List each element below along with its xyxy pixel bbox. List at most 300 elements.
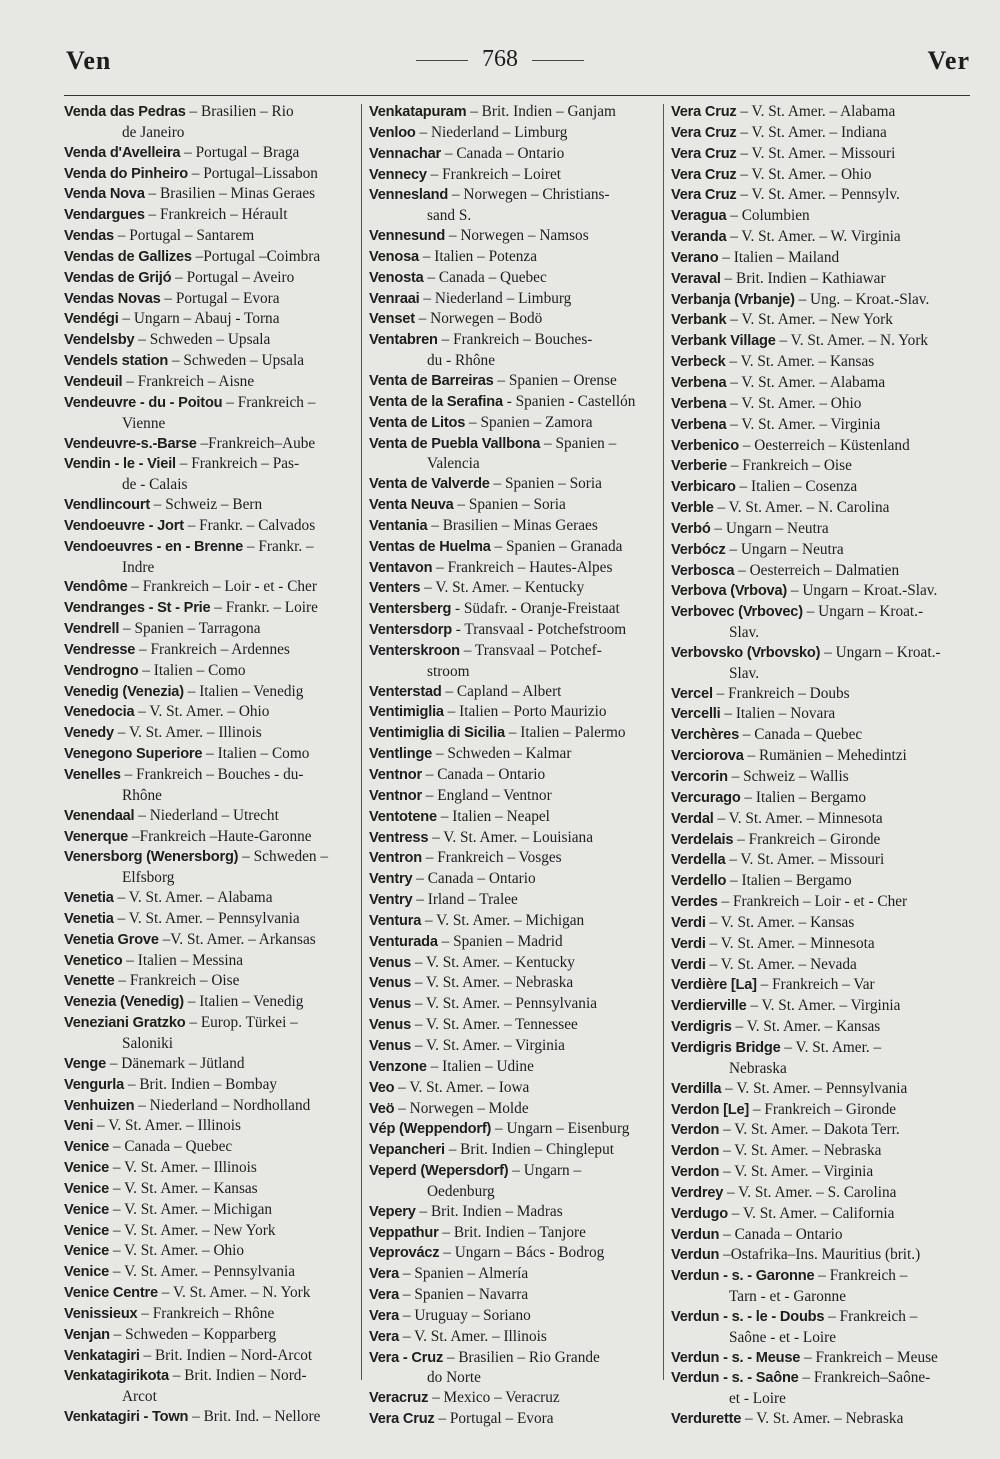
- entry: [369, 744, 661, 765]
- entry-headword: Verdun - s. - Garonne: [671, 1268, 815, 1285]
- entry-continuation: Rhône: [122, 786, 162, 804]
- entry-headword: Verble: [671, 500, 714, 517]
- entry-headword: Venta de Barreiras: [369, 372, 494, 389]
- entry-location: – Italien – Venedig: [183, 682, 304, 700]
- entry-headword: Venta de Valverde: [369, 476, 490, 493]
- entry-location: – Frankreich – Loir - et - Cher: [717, 893, 908, 911]
- entry: [671, 540, 963, 561]
- entry-location: – Brit. Indien – Kathiawar: [720, 269, 886, 287]
- column-divider-2: [663, 104, 664, 1380]
- entry-headword: Ventry: [369, 871, 413, 888]
- entry-location: – Brasilien – Minas Geraes: [427, 516, 598, 534]
- entry-location: – V. St. Amer. – Alabama: [113, 889, 273, 907]
- entry-headword: Vera: [369, 1287, 400, 1304]
- entry-location: – Italien – Neapel: [436, 807, 550, 825]
- entry-location: – Ungarn –: [508, 1162, 582, 1180]
- entry: [369, 1348, 661, 1389]
- entry: [369, 702, 661, 723]
- entry-headword: Ventersdorp: [369, 622, 452, 639]
- entry-headword: Vera Cruz: [671, 104, 737, 120]
- entry-location: – Frankreich–Saône-: [798, 1369, 931, 1387]
- column-3: [671, 102, 963, 1430]
- entry: [671, 394, 963, 415]
- entry-location: – Niederland – Nordholland: [134, 1096, 311, 1114]
- entry-location: – Brit. Indien – Nord-Arcot: [139, 1346, 313, 1364]
- entry: [64, 268, 356, 289]
- entry-headword: Venice: [64, 1264, 110, 1281]
- entry-headword: Verdi: [671, 914, 706, 931]
- entry-headword: Verdello: [671, 873, 727, 890]
- entry-location: – Canada – Ontario: [719, 1225, 843, 1243]
- entry: [64, 1054, 356, 1075]
- entry-headword: Venhuizen: [64, 1097, 135, 1114]
- entry-location: – Norwegen – Molde: [394, 1099, 529, 1117]
- entry-location: – V. St. Amer. – N. Carolina: [713, 499, 890, 517]
- entry: [369, 932, 661, 953]
- entry-location: – V. St. Amer. – Virginia: [411, 1036, 565, 1054]
- header-rule: [64, 95, 970, 96]
- entry-location: – Mexico – Veracruz: [428, 1389, 560, 1407]
- entry: [671, 561, 963, 582]
- entry: [671, 1120, 963, 1141]
- entry-headword: Verdun - s. - Saône: [671, 1370, 799, 1387]
- entry-headword: Venetia: [64, 910, 114, 927]
- entry-location: – Transvaal – Potchef-: [459, 641, 602, 659]
- entry-location: – V. St. Amer. – Virginia: [726, 415, 881, 433]
- entry: [671, 581, 963, 602]
- entry: [369, 1285, 661, 1306]
- entry-location: – V. St. Amer. – Kansas: [725, 353, 875, 371]
- entry: [671, 1162, 963, 1183]
- entry-headword: Venetia Grove: [64, 931, 159, 948]
- entry: [671, 1307, 963, 1348]
- entry-location: –Frankreich–Aube: [196, 434, 316, 452]
- entry-location: – Spanien –: [540, 434, 617, 452]
- entry: [369, 1119, 661, 1140]
- entry: [671, 746, 963, 767]
- entry: [64, 1346, 356, 1367]
- entry: [671, 290, 963, 311]
- entry-headword: Verbó: [671, 520, 711, 537]
- entry-headword: Verbovsko (Vrbovsko): [671, 644, 821, 661]
- entry-location: – V. St. Amer. – W. Virginia: [726, 228, 901, 246]
- entry-headword: Venda das Pedras: [64, 104, 186, 120]
- entry: [369, 828, 661, 849]
- entry: [64, 744, 356, 765]
- entry-headword: Verdelais: [671, 831, 734, 848]
- entry: [369, 641, 661, 682]
- entry-headword: Venterskroon: [369, 642, 460, 659]
- entry-location: –Frankreich –Haute-Garonne: [128, 827, 312, 845]
- entry: [64, 1200, 356, 1221]
- entry-headword: Vera: [369, 1307, 400, 1324]
- entry-location: – V. St. Amer. – Kansas: [705, 913, 855, 931]
- entry-headword: Venersborg (Wenersborg): [64, 849, 239, 866]
- entry-headword: Vendas Novas: [64, 290, 161, 307]
- entry-location: – Oesterreich – Dalmatien: [734, 561, 900, 579]
- entry-location: – V. St. Amer. – Nevada: [705, 955, 857, 973]
- entry: [369, 1078, 661, 1099]
- entry-headword: Verbank Village: [671, 333, 776, 350]
- entry-location: – Frankreich – Oise: [727, 457, 852, 475]
- entry-location: – V. St. Amer. – S. Carolina: [723, 1183, 897, 1201]
- entry: [671, 1266, 963, 1307]
- header-rule-right: [532, 60, 584, 61]
- entry-headword: Vendoeuvres - en - Brenne: [64, 538, 244, 555]
- entry-headword: Vercorin: [671, 769, 728, 785]
- entry-headword: Verbenico: [671, 437, 739, 454]
- entry-headword: Verbova (Vrbova): [671, 583, 788, 600]
- entry-headword: Venkatagirikota: [64, 1368, 169, 1385]
- entry: [64, 434, 356, 455]
- entry: [64, 393, 356, 434]
- entry-location: – Uruguay – Soriano: [399, 1306, 531, 1324]
- entry: [671, 1100, 963, 1121]
- entry-location: – Columbien: [726, 207, 810, 225]
- entry-location: - Spanien - Castellón: [502, 392, 636, 410]
- entry-location: – Frankreich – Meuse: [800, 1348, 938, 1366]
- entry: [369, 620, 661, 641]
- entry-location: – Ungarn – Kroat.-: [820, 643, 941, 661]
- entry-headword: Vendranges - St - Prie: [64, 600, 211, 617]
- entry-location: – Frankr. – Calvados: [183, 516, 316, 534]
- entry-location: – Portugal – Evora: [160, 289, 280, 307]
- entry-headword: Vendels station: [64, 353, 169, 370]
- entry-location: – Europ. Türkei –: [185, 1014, 298, 1032]
- entry: [64, 1283, 356, 1304]
- entry: [64, 1158, 356, 1179]
- entry-headword: Vepancheri: [369, 1142, 445, 1159]
- entry-headword: Ventavon: [369, 559, 433, 576]
- entry-location: – Canada – Ontario: [412, 870, 536, 888]
- entry: [671, 498, 963, 519]
- entry-headword: Ventas de Huelma: [369, 538, 491, 555]
- entry-location: – Spanien – Tarragona: [119, 620, 261, 638]
- entry: [671, 310, 963, 331]
- entry: [369, 973, 661, 994]
- entry-location: – Frankreich –: [222, 393, 316, 411]
- entry-headword: Venta de Puebla Vallbona: [369, 435, 541, 452]
- entry-location: – V. St. Amer. – Kansas: [109, 1179, 258, 1197]
- entry-location: – Irland – Tralee: [412, 891, 518, 909]
- entry-location: – England – Ventnor: [421, 786, 552, 804]
- entry-headword: Veprovácz: [369, 1245, 440, 1262]
- entry-headword: Veppathur: [369, 1224, 439, 1241]
- entry-location: – Spanien – Soria: [453, 496, 566, 514]
- entry-location: –Portugal –Coimbra: [191, 247, 321, 265]
- entry: [671, 1038, 963, 1079]
- entry-location: – Frankreich – Rhône: [137, 1304, 275, 1322]
- entry-headword: Vendôme: [64, 579, 128, 596]
- entry-headword: Vendresse: [64, 641, 136, 658]
- entry-location: – Ungarn – Abauj - Torna: [118, 310, 280, 328]
- entry: [369, 911, 661, 932]
- entry-headword: Venge: [64, 1055, 106, 1072]
- entry-headword: Verdon: [671, 1143, 720, 1160]
- entry-location: – Frankreich –: [824, 1307, 918, 1325]
- entry-headword: Venelles: [64, 767, 121, 783]
- entry-location: – Frankreich – Vosges: [421, 849, 562, 867]
- entry: [369, 765, 661, 786]
- entry: [671, 1079, 963, 1100]
- entry-headword: Verdilla: [671, 1080, 722, 1097]
- entry-location: - Südafr. - Oranje-Freistaat: [451, 600, 620, 618]
- entry: [64, 309, 356, 330]
- entry-location: – Ungarn – Kroat.-Slav.: [787, 582, 938, 600]
- entry: [64, 971, 356, 992]
- entry-headword: Veranda: [671, 229, 727, 246]
- entry: [64, 765, 356, 806]
- entry: [369, 1327, 661, 1348]
- entry-location: – Italien – Novara: [720, 705, 836, 723]
- entry-location: - Transvaal - Potchefstroom: [451, 621, 627, 639]
- column-1: [64, 102, 356, 1428]
- entry-headword: Venus: [369, 1037, 411, 1054]
- entry: [64, 143, 356, 164]
- entry-continuation: Indre: [122, 558, 155, 576]
- entry: [64, 930, 356, 951]
- entry-continuation: du - Rhône: [427, 352, 495, 370]
- entry: [369, 1388, 661, 1409]
- entry: [64, 372, 356, 393]
- entry: [671, 352, 963, 373]
- entry: [64, 226, 356, 247]
- entry: [369, 1202, 661, 1223]
- entry-location: – V. St. Amer. – Kentucky: [411, 953, 575, 971]
- entry-headword: Venus: [369, 975, 411, 992]
- entry-headword: Vendas de Grijó: [64, 269, 172, 286]
- entry-location: – Schweden –: [238, 848, 328, 866]
- entry: [369, 371, 661, 392]
- entry-headword: Ventura: [369, 912, 422, 929]
- entry-headword: Verdun - s. - Meuse: [671, 1349, 801, 1366]
- entry: [64, 598, 356, 619]
- entry-headword: Veracruz: [369, 1390, 429, 1407]
- entry-location: – V. St. Amer. – Pennsylv.: [736, 186, 900, 204]
- entry: [671, 477, 963, 498]
- entry: [64, 682, 356, 703]
- entry-location: – Ungarn – Eisenburg: [491, 1120, 630, 1138]
- entry: [369, 247, 661, 268]
- entry-headword: Venta de Litos: [369, 414, 466, 431]
- entry-headword: Ventnor: [369, 787, 422, 804]
- entry-headword: Venus: [369, 1017, 411, 1034]
- entry: [64, 723, 356, 744]
- entry-location: – Italien – Udine: [426, 1057, 534, 1075]
- entry-location: – Italien – Potenza: [418, 247, 538, 265]
- entry-headword: Verdon [Le]: [671, 1101, 750, 1118]
- entry-headword: Verdun: [671, 1247, 720, 1264]
- entry-location: – Rumänien – Mehedintzi: [743, 747, 907, 765]
- entry-continuation: Elfsborg: [122, 869, 175, 887]
- header-right-catchword: Ver: [927, 46, 970, 75]
- entry-continuation: Nebraska: [729, 1059, 787, 1077]
- entry-headword: Venice: [64, 1201, 110, 1218]
- entry-headword: Ventersberg: [369, 601, 452, 618]
- entry-headword: Vendin - le - Vieil: [64, 456, 176, 473]
- entry-headword: Venedocia: [64, 704, 135, 721]
- entry-headword: Venice: [64, 1160, 110, 1177]
- entry: [64, 1137, 356, 1158]
- entry-headword: Vendeuil: [64, 373, 123, 390]
- entry-location: – Ungarn – Neutra: [710, 519, 829, 537]
- entry-headword: Veragua: [671, 208, 727, 225]
- entry: [369, 144, 661, 165]
- entry-location: – Ungarn – Kroat.-: [802, 603, 924, 621]
- entry-headword: Verbosca: [671, 562, 735, 579]
- entry: [671, 1183, 963, 1204]
- entry-location: – Spanien – Navarra: [399, 1286, 529, 1304]
- entry-location: – Italien – Mailand: [718, 248, 840, 266]
- entry: [671, 248, 963, 269]
- entry: [671, 1368, 963, 1409]
- entry: [369, 1036, 661, 1057]
- entry: [64, 1221, 356, 1242]
- entry-headword: Venzone: [369, 1058, 427, 1075]
- entry-headword: Venloo: [369, 124, 416, 141]
- entry-location: – V. St. Amer. – Ohio: [134, 703, 270, 721]
- entry-location: – Brasilien – Rio: [185, 103, 294, 120]
- entry: [64, 1075, 356, 1096]
- entry-location: – Frankreich – Gironde: [749, 1100, 897, 1118]
- column-2: [369, 102, 661, 1430]
- entry: [671, 934, 963, 955]
- entry-location: – Frankreich – Aisne: [122, 372, 255, 390]
- entry-location: – Italien – Palermo: [504, 724, 626, 742]
- entry: [369, 516, 661, 537]
- entry-headword: Vendas de Gallizes: [64, 248, 192, 265]
- entry-location: – V. St. Amer. – Minnesota: [705, 934, 875, 952]
- entry: [369, 1264, 661, 1285]
- entry: [369, 786, 661, 807]
- entry: [671, 185, 963, 206]
- entry-location: – Schweden – Kalmar: [432, 745, 572, 763]
- entry: [671, 373, 963, 394]
- entry-headword: Venkatagiri: [64, 1347, 140, 1364]
- entry-headword: Venosta: [369, 269, 424, 286]
- entry-location: – V. St. Amer. – New York: [109, 1221, 276, 1239]
- entry-headword: Verdurette: [671, 1411, 742, 1428]
- entry: [64, 909, 356, 930]
- entry-location: – Norwegen – Namsos: [445, 227, 589, 245]
- entry-location: – Spanien – Orense: [493, 371, 617, 389]
- entry: [64, 1304, 356, 1325]
- entry-location: – V. St. Amer. – Alabama: [736, 103, 896, 120]
- entry-location: – V. St. Amer. – Illinois: [399, 1327, 547, 1345]
- entry: [369, 723, 661, 744]
- entry-location: – Spanien – Almería: [399, 1265, 529, 1283]
- entry: [671, 456, 963, 477]
- entry: [64, 495, 356, 516]
- entry-location: – Ungarn – Bács - Bodrog: [439, 1244, 605, 1262]
- entry: [671, 123, 963, 144]
- entry: [64, 1262, 356, 1283]
- entry: [671, 955, 963, 976]
- entry: [369, 330, 661, 371]
- entry-headword: Venetia: [64, 890, 114, 907]
- entry-location: – Spanien – Madrid: [437, 932, 563, 950]
- entry-headword: Verdigris Bridge: [671, 1039, 781, 1056]
- entry-headword: Ventress: [369, 829, 429, 846]
- entry: [64, 619, 356, 640]
- entry-headword: Venice: [64, 1139, 110, 1156]
- entry-location: – Frankreich – Hautes-Alpes: [432, 558, 613, 576]
- entry-headword: Verbócz: [671, 541, 726, 558]
- entry-location: – V. St. Amer. – N. York: [157, 1284, 311, 1302]
- entry-location: – Frankreich – Var: [756, 976, 875, 994]
- entry: [369, 578, 661, 599]
- entry-headword: Verbena: [671, 374, 727, 391]
- entry: [671, 602, 963, 643]
- entry-location: – Brasilien – Rio Grande: [443, 1348, 600, 1366]
- entry: [671, 850, 963, 871]
- entry: [671, 102, 963, 123]
- entry-headword: Veni: [64, 1118, 94, 1135]
- entry: [369, 165, 661, 186]
- entry-location: – Portugal – Santarem: [113, 227, 255, 245]
- entry-location: – Norwegen – Bodö: [414, 310, 543, 328]
- entry-location: – Portugal–Lissabon: [187, 164, 318, 182]
- entry-headword: Vendeuvre - du - Poitou: [64, 394, 223, 411]
- column-divider-1: [361, 104, 362, 1380]
- entry-location: – Canada – Ontario: [441, 144, 565, 162]
- entry: [64, 640, 356, 661]
- entry-location: – Spanien – Granada: [490, 537, 623, 555]
- entry-headword: Vendrell: [64, 621, 120, 638]
- entry: [369, 869, 661, 890]
- entry-headword: Venus: [369, 996, 411, 1013]
- entry: [64, 351, 356, 372]
- entry-location: – Portugal – Aveiro: [171, 268, 295, 286]
- header-rule-left: [416, 60, 468, 61]
- entry-location: – Brit. Indien – Bombay: [124, 1075, 278, 1093]
- entry-location: – V. St. Amer. – Indiana: [736, 123, 887, 141]
- entry-headword: Ventotene: [369, 808, 437, 825]
- entry-headword: Venta Neuva: [369, 497, 454, 514]
- entry-location: – Frankreich –: [814, 1267, 908, 1285]
- header-left-catchword: Ven: [66, 46, 112, 75]
- entry-continuation: Slav.: [729, 664, 760, 682]
- entry: [671, 788, 963, 809]
- entry-location: – Schweiz – Wallis: [727, 768, 849, 785]
- entry-headword: Vepery: [369, 1203, 416, 1220]
- entry-location: – V. St. Amer. – Pennsylvania: [721, 1079, 908, 1097]
- entry-location: –V. St. Amer. – Arkansas: [158, 930, 316, 948]
- entry: [64, 827, 356, 848]
- entry-headword: Ventlinge: [369, 746, 433, 763]
- entry: [369, 682, 661, 703]
- entry: [671, 704, 963, 725]
- entry: [369, 123, 661, 144]
- entry: [671, 1204, 963, 1225]
- entry-headword: Vendrogno: [64, 662, 139, 679]
- entry-headword: Ventania: [369, 517, 428, 534]
- entry-headword: Vera Cruz: [671, 166, 737, 183]
- entry-headword: Vendeuvre-s.-Barse: [64, 435, 197, 452]
- entry: [369, 599, 661, 620]
- entry-location: – Oesterreich – Küstenland: [738, 436, 910, 454]
- entry: [64, 1096, 356, 1117]
- entry: [671, 165, 963, 186]
- entry-location: – V. St. Amer. – Virginia: [719, 1163, 874, 1181]
- entry-headword: Vendlincourt: [64, 497, 150, 514]
- entry: [64, 516, 356, 537]
- entry-location: – Frankreich – Bouches - du-: [120, 766, 304, 783]
- entry-headword: Venraai: [369, 290, 420, 307]
- entry: [671, 144, 963, 165]
- entry-headword: Venendaal: [64, 807, 135, 824]
- entry-location: – Brit. Ind. – Nellore: [188, 1408, 321, 1426]
